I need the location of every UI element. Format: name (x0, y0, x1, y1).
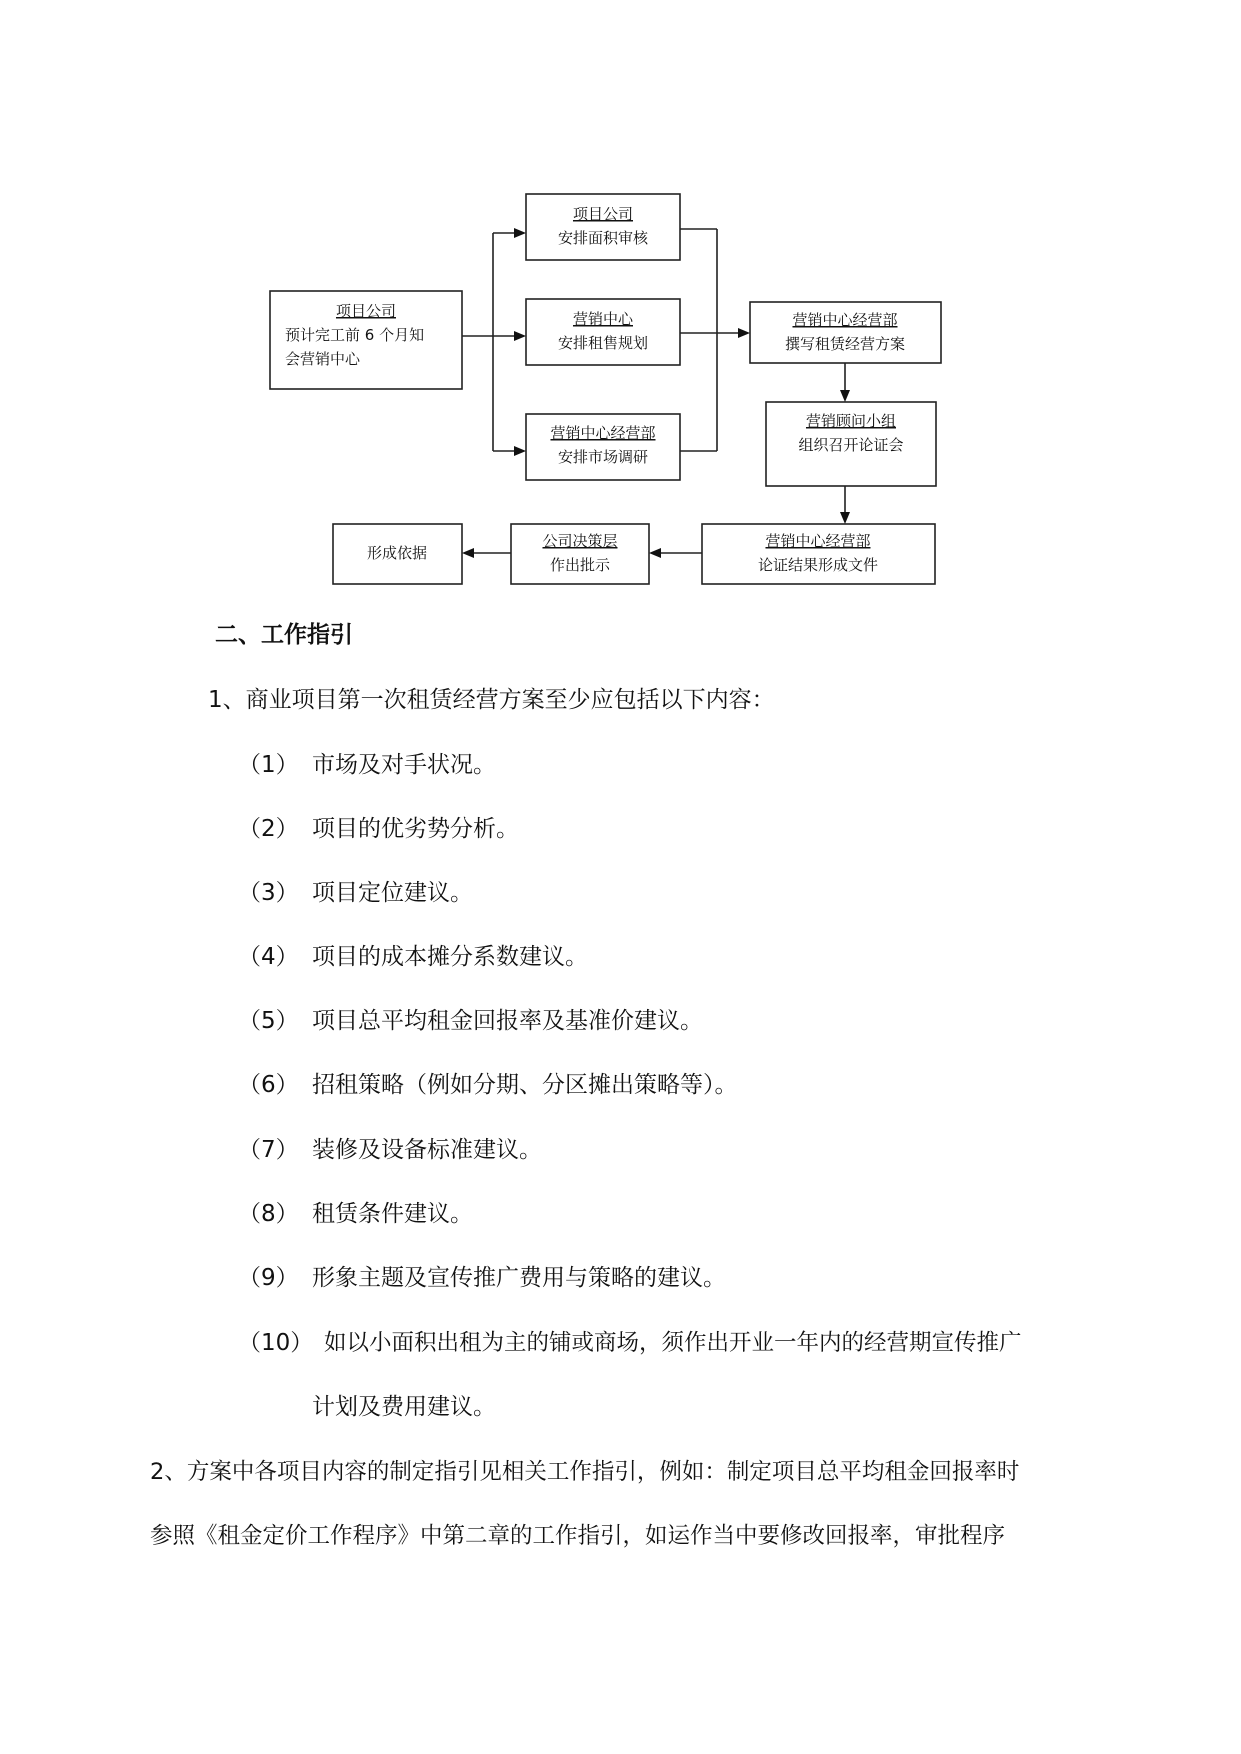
arrowhead (649, 548, 661, 558)
box-plan (526, 299, 680, 365)
box-basis-line1: 形成依据 (366, 544, 428, 562)
box-approve-line1: 作出批示 (549, 556, 611, 574)
section-heading: 二、工作指引 (215, 622, 353, 648)
box-market-line1: 安排市场调研 (557, 448, 649, 466)
subitem-text: 装修及设备标准建议。 (312, 1137, 542, 1163)
box-plan-title: 营销中心 (572, 310, 634, 328)
subitem-num: （6） (238, 1072, 299, 1098)
box-area-line1: 安排面积审核 (557, 229, 649, 247)
box-market-title: 营销中心经营部 (550, 424, 656, 442)
box-plan-line1: 安排租售规划 (557, 334, 649, 352)
box-doc-line1: 论证结果形成文件 (757, 556, 879, 574)
arrowhead (514, 228, 526, 238)
subitem-num: （4） (238, 944, 299, 970)
item-2-line-2: 参照《租金定价工作程序》中第二章的工作指引，如运作当中要修改回报率，审批程序 (150, 1523, 1006, 1549)
arrowhead (840, 390, 850, 402)
subitem-text: 形象主题及宣传推广费用与策略的建议。 (312, 1265, 726, 1291)
box-write-line1: 撰写租赁经营方案 (784, 335, 906, 353)
subitem-text: 项目定位建议。 (312, 880, 473, 906)
subitem-text: 项目总平均租金回报率及基准价建议。 (312, 1008, 703, 1034)
box-approve-title: 公司决策层 (542, 532, 618, 550)
box-advisor-line1: 组织召开论证会 (798, 436, 904, 454)
box-start-title: 项目公司 (335, 302, 397, 320)
item-2-line-1: 2、方案中各项目内容的制定指引见相关工作指引，例如：制定项目总平均租金回报率时 (150, 1459, 1020, 1485)
box-write-title: 营销中心经营部 (792, 311, 898, 329)
subitem-num: （7） (238, 1137, 299, 1163)
box-start-line2: 会营销中心 (285, 350, 361, 368)
subitem-num: （1） (238, 752, 299, 778)
arrowhead (738, 328, 750, 338)
box-area-title: 项目公司 (572, 205, 634, 223)
box-area (526, 194, 680, 260)
box-start-line1: 预计完工前 6 个月知 (285, 326, 425, 344)
item-1: 1、商业项目第一次租赁经营方案至少应包括以下内容： (208, 687, 775, 713)
subitem-num: （3） (238, 880, 299, 906)
subitem-text: 项目的成本摊分系数建议。 (312, 944, 588, 970)
box-advisor-title: 营销顾问小组 (805, 412, 897, 430)
flowchart (0, 0, 1241, 600)
subitem-num: （5） (238, 1008, 299, 1034)
subitem-text: 项目的优劣势分析。 (312, 816, 519, 842)
subitem-num: （9） (238, 1265, 299, 1291)
arrowhead (514, 331, 526, 341)
arrowhead (462, 548, 474, 558)
arrowhead (840, 512, 850, 524)
subitem-text: 如以小面积出租为主的铺或商场，须作出开业一年内的经营期宣传推广 (324, 1330, 1022, 1356)
subitem-text: 招租策略（例如分期、分区摊出策略等）。 (312, 1072, 738, 1098)
subitem-text: 市场及对手状况。 (312, 752, 496, 778)
subitem-num: （8） (238, 1201, 299, 1227)
subitem-num: （10） (238, 1330, 314, 1356)
arrowhead (514, 446, 526, 456)
subitem-text-continued: 计划及费用建议。 (312, 1394, 496, 1420)
subitem-num: （2） (238, 816, 299, 842)
box-doc-title: 营销中心经营部 (765, 532, 871, 550)
subitem-text: 租赁条件建议。 (312, 1201, 473, 1227)
